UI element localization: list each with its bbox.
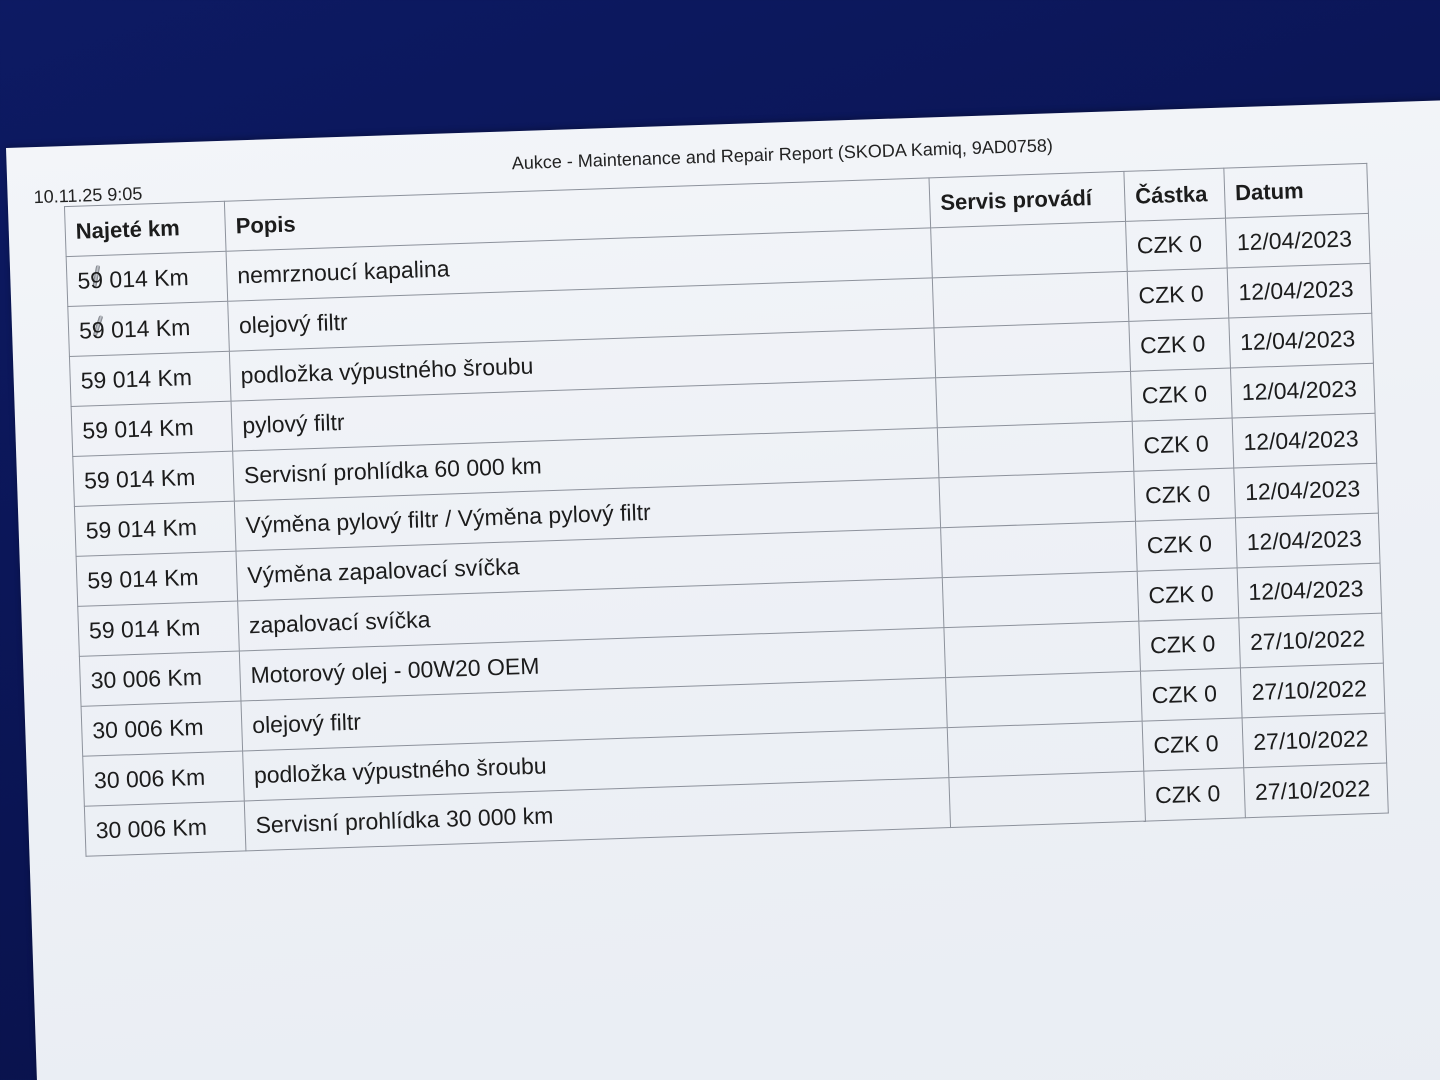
cell-popis: Výměna zapalovací svíčka [236, 528, 942, 601]
column-header-popis: Popis [224, 178, 930, 251]
cell-datum: 12/04/2023 [1234, 463, 1379, 518]
cell-popis: zapalovací svíčka [238, 578, 944, 651]
cell-popis: olejový filtr [228, 278, 934, 351]
cell-popis: Motorový olej - 00W20 OEM [239, 628, 945, 701]
cell-km: 59 014 Km [71, 401, 233, 456]
column-header-datum: Datum [1224, 163, 1369, 218]
cell-servis [939, 471, 1136, 527]
cell-castka: CZK 0 [1135, 518, 1237, 571]
cell-servis [934, 321, 1131, 377]
cell-servis [947, 721, 1144, 777]
cell-datum: 12/04/2023 [1227, 263, 1372, 318]
cell-datum: 27/10/2022 [1239, 613, 1384, 668]
cell-servis [937, 421, 1134, 477]
cell-km: 59 014 Km [66, 251, 228, 306]
cell-datum: 12/04/2023 [1229, 313, 1374, 368]
cell-castka: CZK 0 [1131, 368, 1233, 421]
cell-popis: pylový filtr [231, 378, 937, 451]
cell-servis [941, 521, 1138, 577]
cell-castka: CZK 0 [1140, 668, 1242, 721]
cell-datum: 27/10/2022 [1242, 713, 1387, 768]
cell-km: 59 014 Km [76, 551, 238, 606]
table-body [66, 213, 1388, 856]
cell-km: 59 014 Km [69, 351, 231, 406]
cell-popis: Výměna pylový filtr / Výměna pylový filtr [234, 478, 940, 551]
report-paper [6, 98, 1440, 1080]
cell-km: 59 014 Km [73, 451, 235, 506]
cell-popis: podložka výpustného šroubu [229, 328, 935, 401]
cell-castka: CZK 0 [1134, 468, 1236, 521]
cell-servis [946, 671, 1143, 727]
cell-popis: podložka výpustného šroubu [243, 728, 949, 801]
cell-servis [944, 621, 1141, 677]
cell-datum: 12/04/2023 [1237, 563, 1382, 618]
column-header-castka: Částka [1124, 168, 1226, 221]
cell-servis [931, 221, 1128, 277]
cell-castka: CZK 0 [1137, 568, 1239, 621]
cell-datum: 12/04/2023 [1235, 513, 1380, 568]
cell-castka: CZK 0 [1126, 218, 1228, 271]
cell-popis: Servisní prohlídka 30 000 km [244, 778, 950, 851]
cell-km: 30 006 Km [81, 701, 243, 756]
cell-km: 59 014 Km [68, 301, 230, 356]
cell-popis: olejový filtr [241, 678, 947, 751]
print-timestamp: 10.11.25 9:05 [33, 183, 143, 208]
cell-datum: 27/10/2022 [1244, 763, 1389, 818]
cell-castka: CZK 0 [1129, 318, 1231, 371]
cell-servis [942, 571, 1139, 627]
cell-castka: CZK 0 [1127, 268, 1229, 321]
cell-castka: CZK 0 [1144, 768, 1246, 821]
column-header-km: Najeté km [64, 201, 226, 256]
column-header-servis: Servis provádí [929, 171, 1126, 227]
cell-km: 30 006 Km [79, 651, 241, 706]
cell-datum: 12/04/2023 [1225, 213, 1370, 268]
cell-km: 30 006 Km [83, 751, 245, 806]
cell-km: 59 014 Km [78, 601, 240, 656]
cell-km: 59 014 Km [74, 501, 236, 556]
cell-km: 30 006 Km [84, 801, 246, 856]
cell-datum: 12/04/2023 [1230, 363, 1375, 418]
cell-popis: Servisní prohlídka 60 000 km [233, 428, 939, 501]
maintenance-table [64, 163, 1389, 857]
cell-castka: CZK 0 [1139, 618, 1241, 671]
report-title: Aukce - Maintenance and Repair Report (SKODA Kamiq, 9AD0758) [511, 135, 1054, 174]
cell-servis [936, 371, 1133, 427]
cell-servis [949, 771, 1146, 827]
cell-castka: CZK 0 [1142, 718, 1244, 771]
cell-servis [932, 271, 1129, 327]
cell-datum: 27/10/2022 [1240, 663, 1385, 718]
cell-castka: CZK 0 [1132, 418, 1234, 471]
cell-popis: nemrznoucí kapalina [226, 228, 932, 301]
cell-datum: 12/04/2023 [1232, 413, 1377, 468]
